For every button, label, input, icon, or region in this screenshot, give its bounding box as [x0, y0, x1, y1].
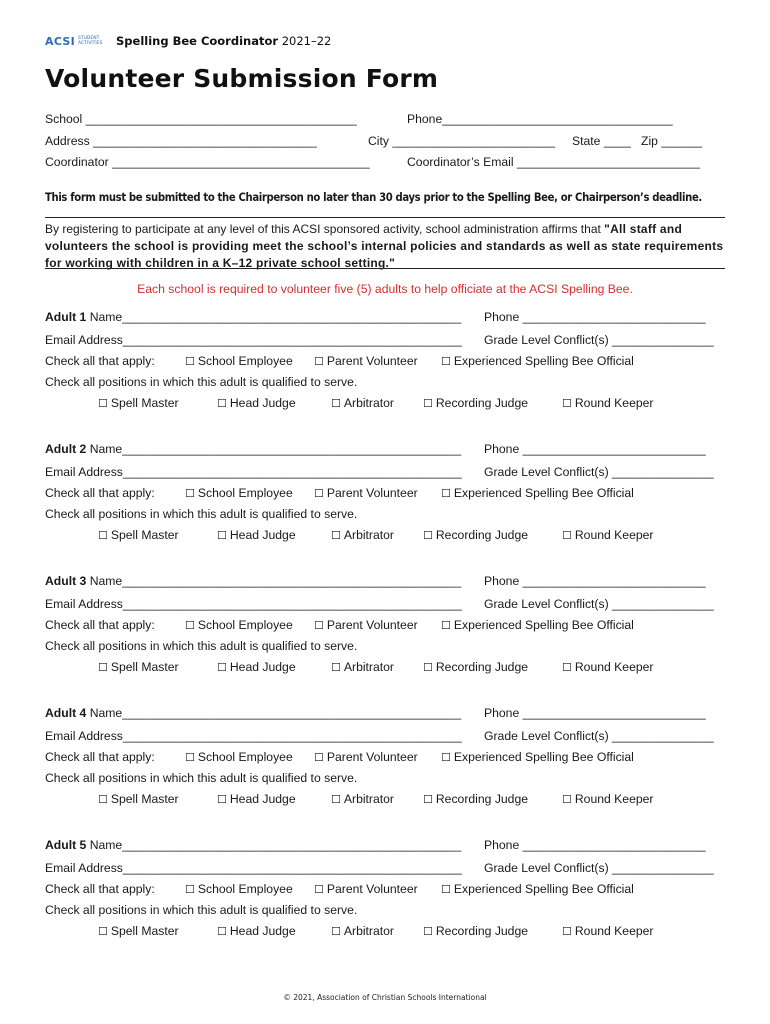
- checkbox-icon[interactable]: ☐: [423, 397, 433, 410]
- checkbox-icon[interactable]: ☐: [441, 619, 451, 632]
- adult-email-field[interactable]: Email Address__________________________________________________: [45, 465, 462, 479]
- adult-email-field[interactable]: Email Address__________________________________________________: [45, 729, 462, 743]
- position-checkbox-option[interactable]: [98, 792, 179, 806]
- position-checkbox-option[interactable]: [423, 924, 528, 938]
- position-option-label: Spell Master: [110, 528, 179, 542]
- role-option-label: School Employee: [197, 882, 293, 896]
- position-option-label: Round Keeper: [574, 792, 654, 806]
- role-checkbox-option[interactable]: [185, 750, 293, 764]
- checkbox-icon[interactable]: ☐: [98, 661, 108, 674]
- position-option-label: Arbitrator: [343, 792, 394, 806]
- adult-grade-field[interactable]: Grade Level Conflict(s) _______________: [484, 333, 714, 347]
- deadline-notice: This form must be submitted to the Chairperson no later than 30 days prior to the Spelling Bee, or Chairperson’s deadline.: [45, 191, 702, 204]
- position-checkbox-option[interactable]: [423, 528, 528, 542]
- checkbox-icon[interactable]: ☐: [185, 355, 195, 368]
- adult-block: [0, 706, 770, 836]
- header-year: 2021–22: [281, 34, 332, 48]
- position-option-label: Arbitrator: [343, 528, 394, 542]
- checkbox-icon[interactable]: ☐: [423, 529, 433, 542]
- checkbox-icon[interactable]: ☐: [314, 487, 324, 500]
- role-checkbox-option[interactable]: [314, 618, 418, 632]
- role-checkbox-option[interactable]: [314, 750, 418, 764]
- checkbox-icon[interactable]: ☐: [562, 397, 572, 410]
- checkbox-icon[interactable]: ☐: [217, 793, 227, 806]
- checkbox-icon[interactable]: ☐: [441, 355, 451, 368]
- adult-block: [0, 310, 770, 440]
- checkbox-icon[interactable]: ☐: [185, 751, 195, 764]
- position-option-label: Arbitrator: [343, 924, 394, 938]
- coordinator-field[interactable]: Coordinator ______________________________________: [45, 155, 370, 169]
- adult-name-field[interactable]: [45, 574, 461, 588]
- adult-name-field[interactable]: [45, 706, 461, 720]
- adult-phone-field[interactable]: Phone ___________________________: [484, 442, 706, 456]
- position-checkbox-option[interactable]: [217, 924, 296, 938]
- adult-name-field[interactable]: [45, 442, 461, 456]
- header: [45, 34, 331, 48]
- role-checkbox-option[interactable]: [185, 354, 293, 368]
- adult-label: Adult 3: [45, 574, 87, 588]
- adult-label: Adult 4: [45, 706, 87, 720]
- position-checkbox-option[interactable]: [562, 528, 653, 542]
- adult-name-field[interactable]: [45, 838, 461, 852]
- adult-grade-field[interactable]: Grade Level Conflict(s) _______________: [484, 465, 714, 479]
- position-option-label: Recording Judge: [435, 792, 529, 806]
- role-option-label: Experienced Spelling Bee Official: [453, 486, 634, 500]
- requirement-notice: Each school is required to volunteer five (5) adults to help officiate at the ACSI Spelling Bee.: [137, 282, 633, 296]
- check-apply-label: Check all that apply:: [45, 486, 155, 500]
- role-option-label: Parent Volunteer: [326, 354, 418, 368]
- checkbox-icon[interactable]: ☐: [441, 751, 451, 764]
- checkbox-icon[interactable]: ☐: [423, 925, 433, 938]
- position-option-label: Recording Judge: [435, 660, 529, 674]
- position-option-label: Head Judge: [229, 660, 296, 674]
- checkbox-icon[interactable]: ☐: [423, 661, 433, 674]
- checkbox-icon[interactable]: ☐: [562, 793, 572, 806]
- checkbox-icon[interactable]: ☐: [98, 925, 108, 938]
- position-checkbox-option[interactable]: [562, 660, 653, 674]
- role-option-label: Parent Volunteer: [326, 618, 418, 632]
- position-checkbox-option[interactable]: [98, 660, 179, 674]
- adult-block: [0, 574, 770, 704]
- affirmation-prefix: By registering to participate at any level of this ACSI sponsored activity, school administration affirms that: [45, 222, 605, 236]
- adult-grade-field[interactable]: Grade Level Conflict(s) _______________: [484, 729, 714, 743]
- position-option-label: Round Keeper: [574, 660, 654, 674]
- position-checkbox-option[interactable]: [423, 792, 528, 806]
- role-checkbox-option[interactable]: [441, 354, 634, 368]
- adult-label: Adult 1: [45, 310, 87, 324]
- adult-grade-field[interactable]: Grade Level Conflict(s) _______________: [484, 597, 714, 611]
- position-checkbox-option[interactable]: [331, 792, 394, 806]
- position-option-label: Spell Master: [110, 396, 179, 410]
- checkbox-icon[interactable]: ☐: [331, 661, 341, 674]
- checkbox-icon[interactable]: ☐: [185, 883, 195, 896]
- checkbox-icon[interactable]: ☐: [562, 529, 572, 542]
- role-option-label: Parent Volunteer: [326, 750, 418, 764]
- position-checkbox-option[interactable]: [217, 528, 296, 542]
- check-apply-label: Check all that apply:: [45, 618, 155, 632]
- position-option-label: Spell Master: [110, 924, 179, 938]
- role-checkbox-option[interactable]: [441, 750, 634, 764]
- checkbox-icon[interactable]: ☐: [217, 925, 227, 938]
- checkbox-icon[interactable]: ☐: [331, 529, 341, 542]
- role-option-label: Experienced Spelling Bee Official: [453, 618, 634, 632]
- checkbox-icon[interactable]: ☐: [314, 751, 324, 764]
- adult-name-line: Name__________________________________________________: [89, 442, 462, 456]
- adult-label: Adult 2: [45, 442, 87, 456]
- checkbox-icon[interactable]: ☐: [331, 925, 341, 938]
- checkbox-icon[interactable]: ☐: [314, 355, 324, 368]
- position-checkbox-option[interactable]: [331, 660, 394, 674]
- checkbox-icon[interactable]: ☐: [185, 619, 195, 632]
- checkbox-icon[interactable]: ☐: [98, 529, 108, 542]
- zip-field[interactable]: Zip ______: [641, 134, 702, 148]
- position-checkbox-option[interactable]: [98, 528, 179, 542]
- checkbox-icon[interactable]: ☐: [98, 793, 108, 806]
- position-checkbox-option[interactable]: [562, 924, 653, 938]
- coordinator-email-field[interactable]: Coordinator’s Email ___________________________: [407, 155, 700, 169]
- checkbox-icon[interactable]: ☐: [217, 529, 227, 542]
- role-checkbox-option[interactable]: [441, 486, 634, 500]
- header-title: [116, 34, 331, 48]
- position-option-label: Round Keeper: [574, 396, 654, 410]
- role-option-label: School Employee: [197, 354, 293, 368]
- adult-name-line: Name__________________________________________________: [89, 574, 462, 588]
- checkbox-icon[interactable]: ☐: [331, 397, 341, 410]
- position-checkbox-option[interactable]: [562, 396, 653, 410]
- adult-phone-field[interactable]: Phone ___________________________: [484, 574, 706, 588]
- form-title: Volunteer Submission Form: [45, 64, 439, 93]
- role-checkbox-option[interactable]: [441, 882, 634, 896]
- position-option-label: Recording Judge: [435, 528, 529, 542]
- role-checkbox-option[interactable]: [314, 882, 418, 896]
- role-checkbox-option[interactable]: [441, 618, 634, 632]
- check-positions-label: Check all positions in which this adult is qualified to serve.: [45, 771, 358, 785]
- position-checkbox-option[interactable]: [562, 792, 653, 806]
- adult-block: [0, 838, 770, 968]
- checkbox-icon[interactable]: ☐: [423, 793, 433, 806]
- position-option-label: Spell Master: [110, 660, 179, 674]
- check-positions-label: Check all positions in which this adult is qualified to serve.: [45, 639, 358, 653]
- state-field[interactable]: State ____: [572, 134, 631, 148]
- position-checkbox-option[interactable]: [331, 528, 394, 542]
- check-positions-label: Check all positions in which this adult is qualified to serve.: [45, 375, 358, 389]
- position-option-label: Round Keeper: [574, 924, 654, 938]
- logo-subtitle: STUDENT ACTIVITIES: [78, 36, 103, 46]
- adult-label: Adult 5: [45, 838, 87, 852]
- address-field[interactable]: Address _________________________________: [45, 134, 317, 148]
- position-option-label: Arbitrator: [343, 660, 394, 674]
- checkbox-icon[interactable]: ☐: [217, 397, 227, 410]
- acsi-logo: ACSI: [45, 34, 76, 48]
- check-apply-label: Check all that apply:: [45, 882, 155, 896]
- adult-block: [0, 442, 770, 572]
- role-checkbox-option[interactable]: [185, 618, 293, 632]
- role-option-label: Experienced Spelling Bee Official: [453, 882, 634, 896]
- role-option-label: Parent Volunteer: [326, 882, 418, 896]
- checkbox-icon[interactable]: ☐: [441, 487, 451, 500]
- checkbox-icon[interactable]: ☐: [217, 661, 227, 674]
- adult-phone-field[interactable]: Phone ___________________________: [484, 838, 706, 852]
- check-positions-label: Check all positions in which this adult is qualified to serve.: [45, 507, 358, 521]
- position-option-label: Head Judge: [229, 528, 296, 542]
- checkbox-icon[interactable]: ☐: [562, 661, 572, 674]
- adult-email-field[interactable]: Email Address__________________________________________________: [45, 333, 462, 347]
- adult-email-field[interactable]: Email Address__________________________________________________: [45, 861, 462, 875]
- position-option-label: Head Judge: [229, 924, 296, 938]
- adult-name-line: Name__________________________________________________: [89, 310, 462, 324]
- checkbox-icon[interactable]: ☐: [441, 883, 451, 896]
- checkbox-icon[interactable]: ☐: [185, 487, 195, 500]
- position-option-label: Recording Judge: [435, 396, 529, 410]
- adult-email-field[interactable]: Email Address__________________________________________________: [45, 597, 462, 611]
- position-checkbox-option[interactable]: [331, 396, 394, 410]
- adult-name-line: Name__________________________________________________: [89, 838, 462, 852]
- phone-field[interactable]: Phone__________________________________: [407, 112, 673, 126]
- role-option-label: School Employee: [197, 486, 293, 500]
- checkbox-icon[interactable]: ☐: [314, 619, 324, 632]
- adult-name-line: Name__________________________________________________: [89, 706, 462, 720]
- position-checkbox-option[interactable]: [217, 660, 296, 674]
- position-option-label: Head Judge: [229, 396, 296, 410]
- position-checkbox-option[interactable]: [217, 396, 296, 410]
- role-checkbox-option[interactable]: [185, 882, 293, 896]
- position-checkbox-option[interactable]: [217, 792, 296, 806]
- position-option-label: Head Judge: [229, 792, 296, 806]
- city-field[interactable]: City ________________________: [368, 134, 556, 148]
- position-option-label: Recording Judge: [435, 924, 529, 938]
- checkbox-icon[interactable]: ☐: [98, 397, 108, 410]
- role-option-label: Experienced Spelling Bee Official: [453, 354, 634, 368]
- role-checkbox-option[interactable]: [314, 486, 418, 500]
- role-option-label: School Employee: [197, 618, 293, 632]
- adult-grade-field[interactable]: Grade Level Conflict(s) _______________: [484, 861, 714, 875]
- affirmation-text: [45, 221, 725, 272]
- school-field[interactable]: School ________________________________________: [45, 112, 357, 126]
- divider-bottom: [45, 268, 725, 269]
- copyright-footer: © 2021, Association of Christian Schools International: [283, 993, 487, 1002]
- divider-top: [45, 217, 725, 218]
- role-checkbox-option[interactable]: [185, 486, 293, 500]
- position-checkbox-option[interactable]: [98, 924, 179, 938]
- position-checkbox-option[interactable]: [98, 396, 179, 410]
- check-apply-label: Check all that apply:: [45, 354, 155, 368]
- affirmation-quote: "All staff and volunteers the school is providing meet the school’s internal policies and standards as well as state requirements for working with children in a K–12 private school setting.": [45, 222, 724, 270]
- check-apply-label: Check all that apply:: [45, 750, 155, 764]
- position-checkbox-option[interactable]: [423, 396, 528, 410]
- position-checkbox-option[interactable]: [331, 924, 394, 938]
- position-option-label: Arbitrator: [343, 396, 394, 410]
- position-option-label: Spell Master: [110, 792, 179, 806]
- checkbox-icon[interactable]: ☐: [314, 883, 324, 896]
- role-checkbox-option[interactable]: [314, 354, 418, 368]
- check-positions-label: Check all positions in which this adult is qualified to serve.: [45, 903, 358, 917]
- adult-phone-field[interactable]: Phone ___________________________: [484, 706, 706, 720]
- checkbox-icon[interactable]: ☐: [562, 925, 572, 938]
- adult-name-field[interactable]: [45, 310, 461, 324]
- role-option-label: Experienced Spelling Bee Official: [453, 750, 634, 764]
- position-option-label: Round Keeper: [574, 528, 654, 542]
- position-checkbox-option[interactable]: [423, 660, 528, 674]
- header-title-text: Spelling Bee Coordinator: [116, 34, 279, 48]
- checkbox-icon[interactable]: ☐: [331, 793, 341, 806]
- role-option-label: School Employee: [197, 750, 293, 764]
- adult-phone-field[interactable]: Phone ___________________________: [484, 310, 706, 324]
- role-option-label: Parent Volunteer: [326, 486, 418, 500]
